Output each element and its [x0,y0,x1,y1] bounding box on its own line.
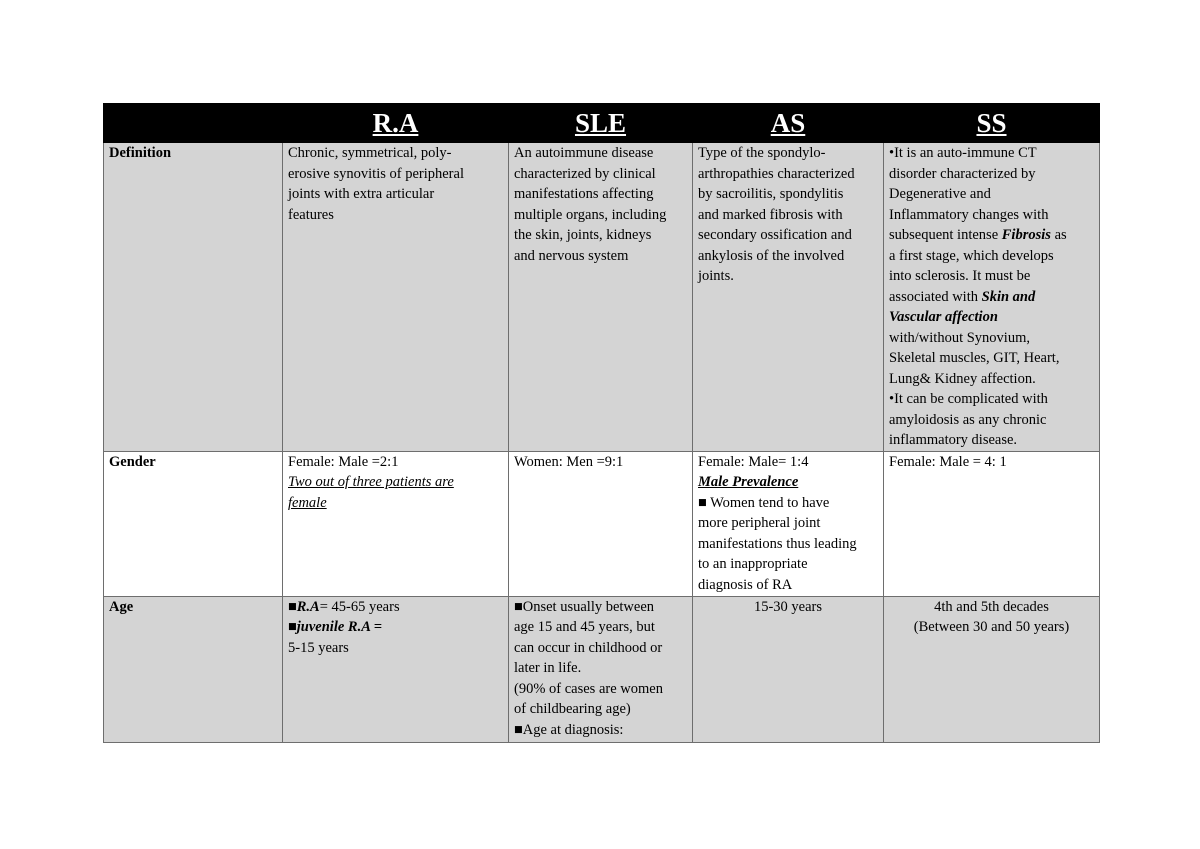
definition-sle: An autoimmune disease characterized by clinical manifestations affecting multiple organs, including the skin, joints, kidneys and nervous system [509,143,693,452]
male-prevalence: Male Prevalence [698,474,799,490]
skin-emphasis: Skin and [981,288,1036,305]
gender-label: Gender [104,451,283,596]
header-blank [104,104,283,143]
age-ra: ■R.A= 45-65 years ■juvenile R.A = 5-15 years [283,596,509,742]
age-as: 15-30 years [693,596,884,742]
header-row [104,104,1100,143]
definition-ra: Chronic, symmetrical, poly- erosive synovitis of peripheral joints with extra articular features [283,143,509,452]
age-sle: ■Onset usually between age 15 and 45 years, but can occur in childhood or later in life. (90% of cases are women of childbearing age) ■Age at diagnosis: [509,596,693,742]
definition-label: Definition [104,143,283,452]
gender-ss: Female: Male = 4: 1 [884,451,1100,596]
comparison-table [103,103,1100,743]
age-ss: 4th and 5th decades (Between 30 and 50 years) [884,596,1100,742]
header-ss: SS [884,104,1100,143]
age-row [104,596,1100,742]
fibrosis-emphasis: Fibrosis [1001,227,1051,243]
definition-row [104,143,1100,452]
header-sle: SLE [509,104,693,143]
gender-as: Female: Male= 1:4 Male Prevalence ■ Women tend to have more peripheral joint manifestations thus leading to an inappropriate diagnosis of RA [693,451,884,596]
age-label: Age [104,596,283,742]
gender-ra: Female: Male =2:1 Two out of three patients are female [283,451,509,596]
definition-as: Type of the spondylo- arthropathies characterized by sacroilitis, spondylitis and marked fibrosis with secondary ossification and ankylosis of the involved joints. [693,143,884,452]
vascular-emphasis: Vascular affection [889,309,998,325]
gender-sle: Women: Men =9:1 [509,451,693,596]
gender-row [104,451,1100,596]
definition-ss: •It is an auto-immune CT disorder characterized by Degenerative and Inflammatory changes with subsequent intense Fibrosis as a first stage, which develops into sclerosis. It must be associated with Skin and Vascular affection with/without Synovium, Skeletal muscles, GIT, Heart, Lung& Kidney affection. •It can be complicated with amyloidosis as any chronic inflammatory disease. [884,143,1100,452]
header-as: AS [693,104,884,143]
header-ra: R.A [283,104,509,143]
